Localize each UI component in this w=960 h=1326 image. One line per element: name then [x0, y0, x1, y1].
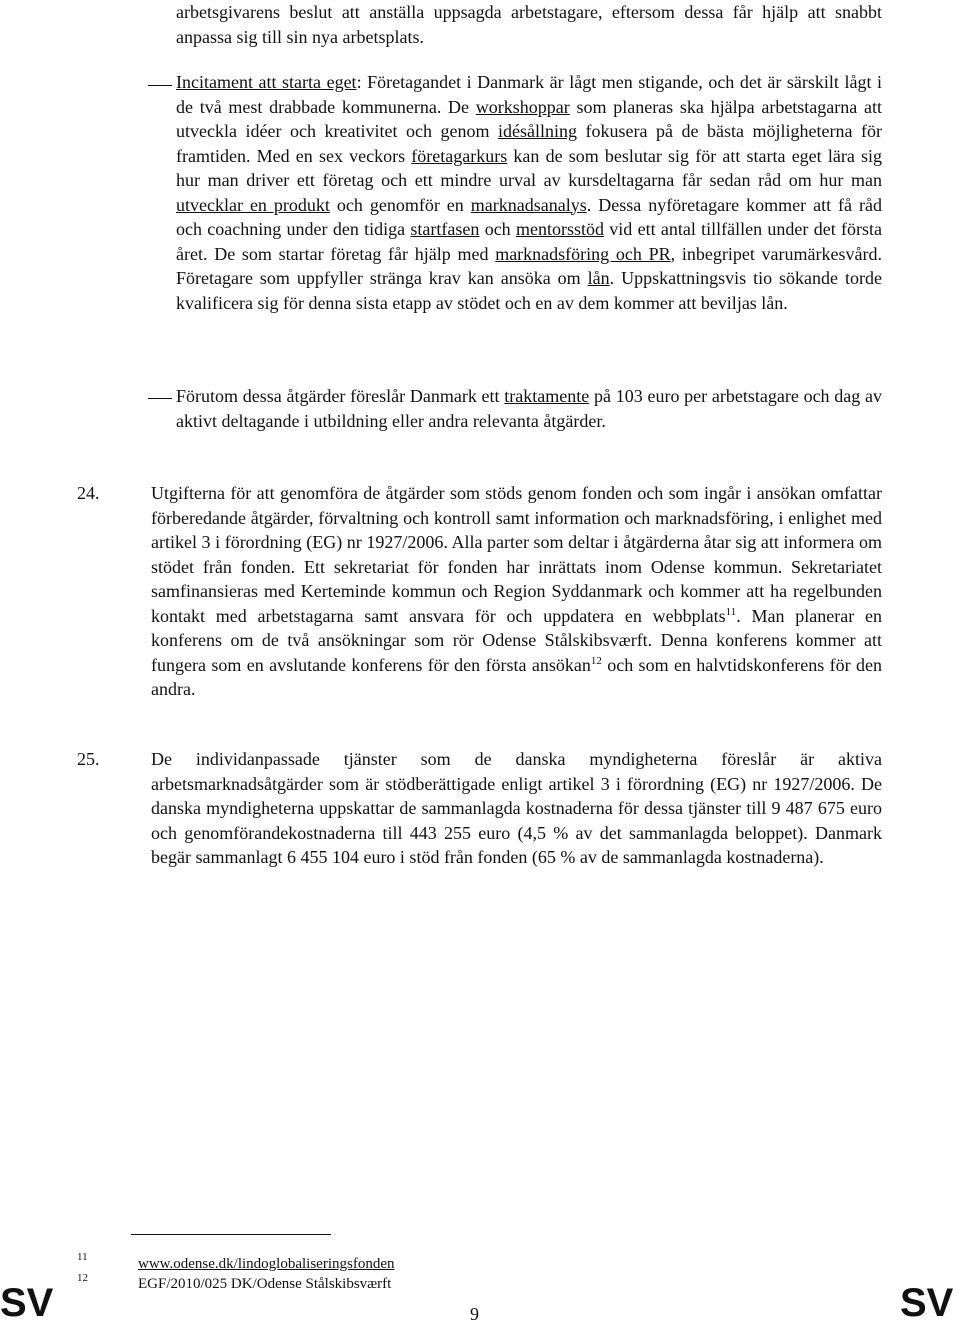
footnote-12-text: EGF/2010/025 DK/Odense Stålskibsværft: [138, 1276, 392, 1292]
paragraph-number-25: 25.: [77, 749, 100, 769]
continuation-text: arbetsgivarens beslut att anställa uppsagda arbetstagare, eftersom dessa får hjälp att snabbt anpassa sig till sin nya arbetsplats.: [176, 2, 882, 47]
footnote-ref-11: 11: [725, 605, 737, 618]
page-number: 9: [470, 1304, 479, 1324]
bullet-entrepreneurship: [176, 70, 882, 315]
language-code-left: SV: [0, 1281, 54, 1325]
footnote-number-12: 12: [77, 1272, 88, 1284]
paragraph-24: [151, 481, 882, 702]
footnote-ref-12: 12: [590, 654, 602, 667]
paragraph-24-text: Utgifterna för att genomföra de åtgärder som stöds genom fonden och som ingår i ansökan omfattar förberedande åtgärder, förvaltning och kontroll samt information och marknadsföring, i enlighet med artikel 3 i förordning (EG) nr 1927/2006. Alla parter som deltar i åtgärderna åtar sig att informera om stödet från fonden. Ett sekretariat för fonden har inrättats inom Odense kommun. Sekretariatet samfinansieras med Kerteminde kommun och Region Syddanmark och kommer att ha regelbunden kontakt med arbetstagarna samt ansvara för och uppdatera en webbplats$^{11}$. Man planerar en konferens om de två ansökningar som rör Odense Stålskibsværft. Denna konferens kommer att fungera som en avslutande konferens för den första ansökan$^{12}$ och som en halvtidskonferens för den andra.: [151, 483, 882, 699]
footnote-number-11: 11: [77, 1251, 88, 1263]
bullet-entrepreneurship-text: Incitament att starta eget: Företagandet i Danmark är lågt men stigande, och det är särskilt lågt i de två mest drabbade kommunerna. De workshoppar som planeras ska hjälpa arbetstagarna att utveckla idéer och kreativitet och genom idésållning fokusera på de bästa möjligheterna för framtiden. Med en sex veckors företagarkurs kan de som beslutar sig för att starta eget lära sig hur man driver ett företag och ett mindre urval av kursdeltagarna får sedan råd om hur man utvecklar en produkt och genomför en marknadsanalys. Dessa nyföretagare kommer att få råd och coachning under den tidiga startfasen och mentorsstöd vid ett antal tillfällen under det första året. De som startar företag får hjälp med marknadsföring och PR, inbegripet varumärkesvård. Företagare som uppfyller stränga krav kan ansöka om lån. Uppskattningsvis tio sökande torde kvalificera sig för denna sista etapp av stödet och en av dem kommer att beviljas lån.: [176, 72, 882, 313]
continuation-paragraph: [176, 0, 882, 49]
footnote-divider: [131, 1234, 331, 1235]
language-code-right: SV: [900, 1281, 954, 1325]
paragraph-25-text: De individanpassade tjänster som de danska myndigheterna föreslår är aktiva arbetsmarknadsåtgärder som är stödberättigade enligt artikel 3 i förordning (EG) nr 1927/2006. De danska myndigheterna uppskattar de sammanlagda kostnaderna för dessa tjänster till 9 487 675 euro och genomförandekostnaderna till 443 255 euro (4,5 % av det sammanlagda beloppet). Danmark begär sammanlagt 6 455 104 euro i stöd från fonden (65 % av de sammanlagda kostnaderna).: [151, 749, 882, 867]
bullet-allowance-text: Förutom dessa åtgärder föreslår Danmark ett traktamente på 103 euro per arbetstagare och dag av aktivt deltagande i utbildning eller andra relevanta åtgärder.: [176, 386, 882, 431]
paragraph-number-24: 24.: [77, 483, 100, 503]
paragraph-25: [151, 747, 882, 870]
bullet-allowance: [176, 384, 882, 433]
bullet-dash-icon: [148, 398, 172, 399]
footnote-11-link[interactable]: www.odense.dk/lindoglobaliseringsfonden: [138, 1256, 395, 1272]
bullet-dash-icon: [148, 85, 172, 86]
